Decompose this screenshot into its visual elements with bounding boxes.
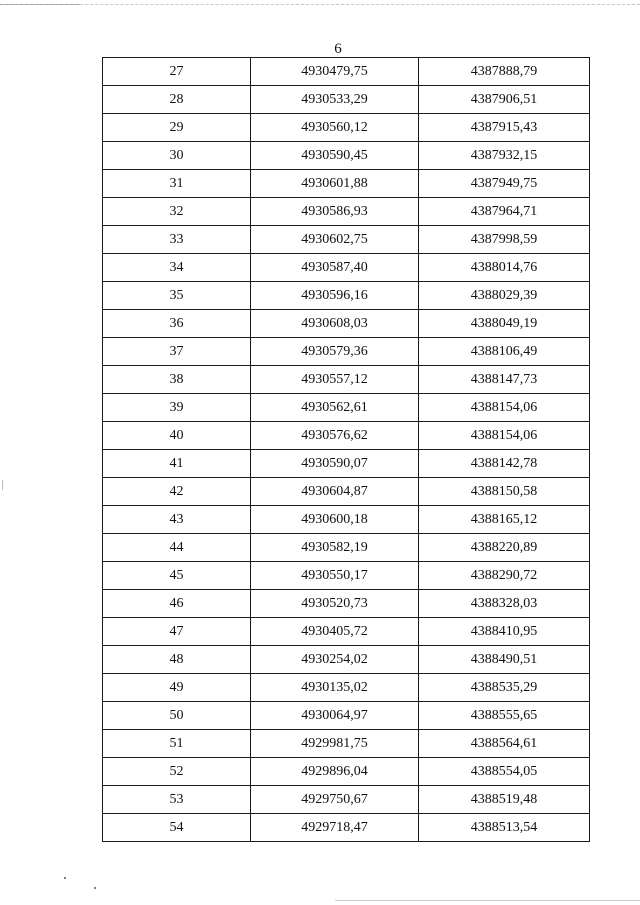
table-row (103, 58, 590, 86)
x-coordinate-cell: 4930579,36 (251, 338, 419, 366)
table-row (103, 730, 590, 758)
x-coordinate-cell: 4930254,02 (251, 646, 419, 674)
point-number-cell: 34 (103, 254, 251, 282)
x-coordinate-cell: 4930586,93 (251, 198, 419, 226)
y-coordinate-cell: 4388490,51 (419, 646, 590, 674)
scan-speck (64, 877, 66, 879)
point-number-cell: 50 (103, 702, 251, 730)
y-coordinate-cell: 4388165,12 (419, 506, 590, 534)
x-coordinate-cell: 4930576,62 (251, 422, 419, 450)
table-row (103, 254, 590, 282)
point-number-cell: 29 (103, 114, 251, 142)
x-coordinate-cell: 4930405,72 (251, 618, 419, 646)
point-number-cell: 32 (103, 198, 251, 226)
y-coordinate-cell: 4388290,72 (419, 562, 590, 590)
y-coordinate-cell: 4388220,89 (419, 534, 590, 562)
x-coordinate-cell: 4930604,87 (251, 478, 419, 506)
y-coordinate-cell: 4387932,15 (419, 142, 590, 170)
point-number-cell: 35 (103, 282, 251, 310)
x-coordinate-cell: 4930135,02 (251, 674, 419, 702)
x-coordinate-cell: 4930600,18 (251, 506, 419, 534)
x-coordinate-cell: 4930550,17 (251, 562, 419, 590)
table-row (103, 366, 590, 394)
x-coordinate-cell: 4930608,03 (251, 310, 419, 338)
page-number: 6 (334, 41, 342, 57)
x-coordinate-cell: 4930602,75 (251, 226, 419, 254)
y-coordinate-cell: 4387949,75 (419, 170, 590, 198)
point-number-cell: 44 (103, 534, 251, 562)
y-coordinate-cell: 4388154,06 (419, 394, 590, 422)
point-number-cell: 30 (103, 142, 251, 170)
table-row (103, 226, 590, 254)
table-row (103, 646, 590, 674)
table-row (103, 506, 590, 534)
table-row (103, 198, 590, 226)
point-number-cell: 40 (103, 422, 251, 450)
y-coordinate-cell: 4387964,71 (419, 198, 590, 226)
table-row (103, 562, 590, 590)
point-number-cell: 45 (103, 562, 251, 590)
point-number-cell: 51 (103, 730, 251, 758)
table-row (103, 338, 590, 366)
y-coordinate-cell: 4387888,79 (419, 58, 590, 86)
point-number-cell: 43 (103, 506, 251, 534)
point-number-cell: 33 (103, 226, 251, 254)
x-coordinate-cell: 4930520,73 (251, 590, 419, 618)
y-coordinate-cell: 4388554,05 (419, 758, 590, 786)
point-number-cell: 37 (103, 338, 251, 366)
point-number-cell: 31 (103, 170, 251, 198)
table-row (103, 618, 590, 646)
table-row (103, 142, 590, 170)
table-row (103, 394, 590, 422)
x-coordinate-cell: 4930596,16 (251, 282, 419, 310)
x-coordinate-cell: 4930560,12 (251, 114, 419, 142)
point-number-cell: 36 (103, 310, 251, 338)
table-row (103, 114, 590, 142)
y-coordinate-cell: 4388154,06 (419, 422, 590, 450)
point-number-cell: 38 (103, 366, 251, 394)
point-number-cell: 49 (103, 674, 251, 702)
table-row (103, 758, 590, 786)
point-number-cell: 54 (103, 814, 251, 842)
x-coordinate-cell: 4930479,75 (251, 58, 419, 86)
point-number-cell: 53 (103, 786, 251, 814)
point-number-cell: 42 (103, 478, 251, 506)
x-coordinate-cell: 4930601,88 (251, 170, 419, 198)
x-coordinate-cell: 4929750,67 (251, 786, 419, 814)
x-coordinate-cell: 4930590,45 (251, 142, 419, 170)
table-row (103, 702, 590, 730)
scan-speck (2, 480, 3, 490)
table-row (103, 310, 590, 338)
table-row (103, 282, 590, 310)
y-coordinate-cell: 4388555,65 (419, 702, 590, 730)
x-coordinate-cell: 4929718,47 (251, 814, 419, 842)
x-coordinate-cell: 4930582,19 (251, 534, 419, 562)
point-number-cell: 27 (103, 58, 251, 86)
table-row (103, 478, 590, 506)
point-number-cell: 41 (103, 450, 251, 478)
y-coordinate-cell: 4387906,51 (419, 86, 590, 114)
x-coordinate-cell: 4930562,61 (251, 394, 419, 422)
table-row (103, 534, 590, 562)
table-row (103, 814, 590, 842)
y-coordinate-cell: 4388029,39 (419, 282, 590, 310)
coordinates-table-body (103, 58, 590, 842)
table-row (103, 170, 590, 198)
x-coordinate-cell: 4929896,04 (251, 758, 419, 786)
point-number-cell: 46 (103, 590, 251, 618)
y-coordinate-cell: 4388535,29 (419, 674, 590, 702)
point-number-cell: 47 (103, 618, 251, 646)
table-row (103, 674, 590, 702)
x-coordinate-cell: 4930587,40 (251, 254, 419, 282)
scan-speck (94, 887, 96, 889)
y-coordinate-cell: 4388014,76 (419, 254, 590, 282)
point-number-cell: 28 (103, 86, 251, 114)
table-row (103, 450, 590, 478)
x-coordinate-cell: 4930590,07 (251, 450, 419, 478)
y-coordinate-cell: 4388147,73 (419, 366, 590, 394)
x-coordinate-cell: 4930533,29 (251, 86, 419, 114)
y-coordinate-cell: 4388142,78 (419, 450, 590, 478)
point-number-cell: 39 (103, 394, 251, 422)
y-coordinate-cell: 4387915,43 (419, 114, 590, 142)
scan-edge-top (0, 4, 640, 5)
y-coordinate-cell: 4388513,54 (419, 814, 590, 842)
table-row (103, 590, 590, 618)
y-coordinate-cell: 4388519,48 (419, 786, 590, 814)
y-coordinate-cell: 4388150,58 (419, 478, 590, 506)
table-row (103, 786, 590, 814)
y-coordinate-cell: 4388564,61 (419, 730, 590, 758)
table-row (103, 422, 590, 450)
y-coordinate-cell: 4387998,59 (419, 226, 590, 254)
scan-edge-top-left (0, 4, 80, 5)
x-coordinate-cell: 4929981,75 (251, 730, 419, 758)
y-coordinate-cell: 4388410,95 (419, 618, 590, 646)
x-coordinate-cell: 4930557,12 (251, 366, 419, 394)
table-row (103, 86, 590, 114)
point-number-cell: 52 (103, 758, 251, 786)
coordinates-table (102, 57, 590, 842)
y-coordinate-cell: 4388328,03 (419, 590, 590, 618)
scan-edge-bottom (335, 900, 640, 901)
y-coordinate-cell: 4388106,49 (419, 338, 590, 366)
point-number-cell: 48 (103, 646, 251, 674)
x-coordinate-cell: 4930064,97 (251, 702, 419, 730)
y-coordinate-cell: 4388049,19 (419, 310, 590, 338)
